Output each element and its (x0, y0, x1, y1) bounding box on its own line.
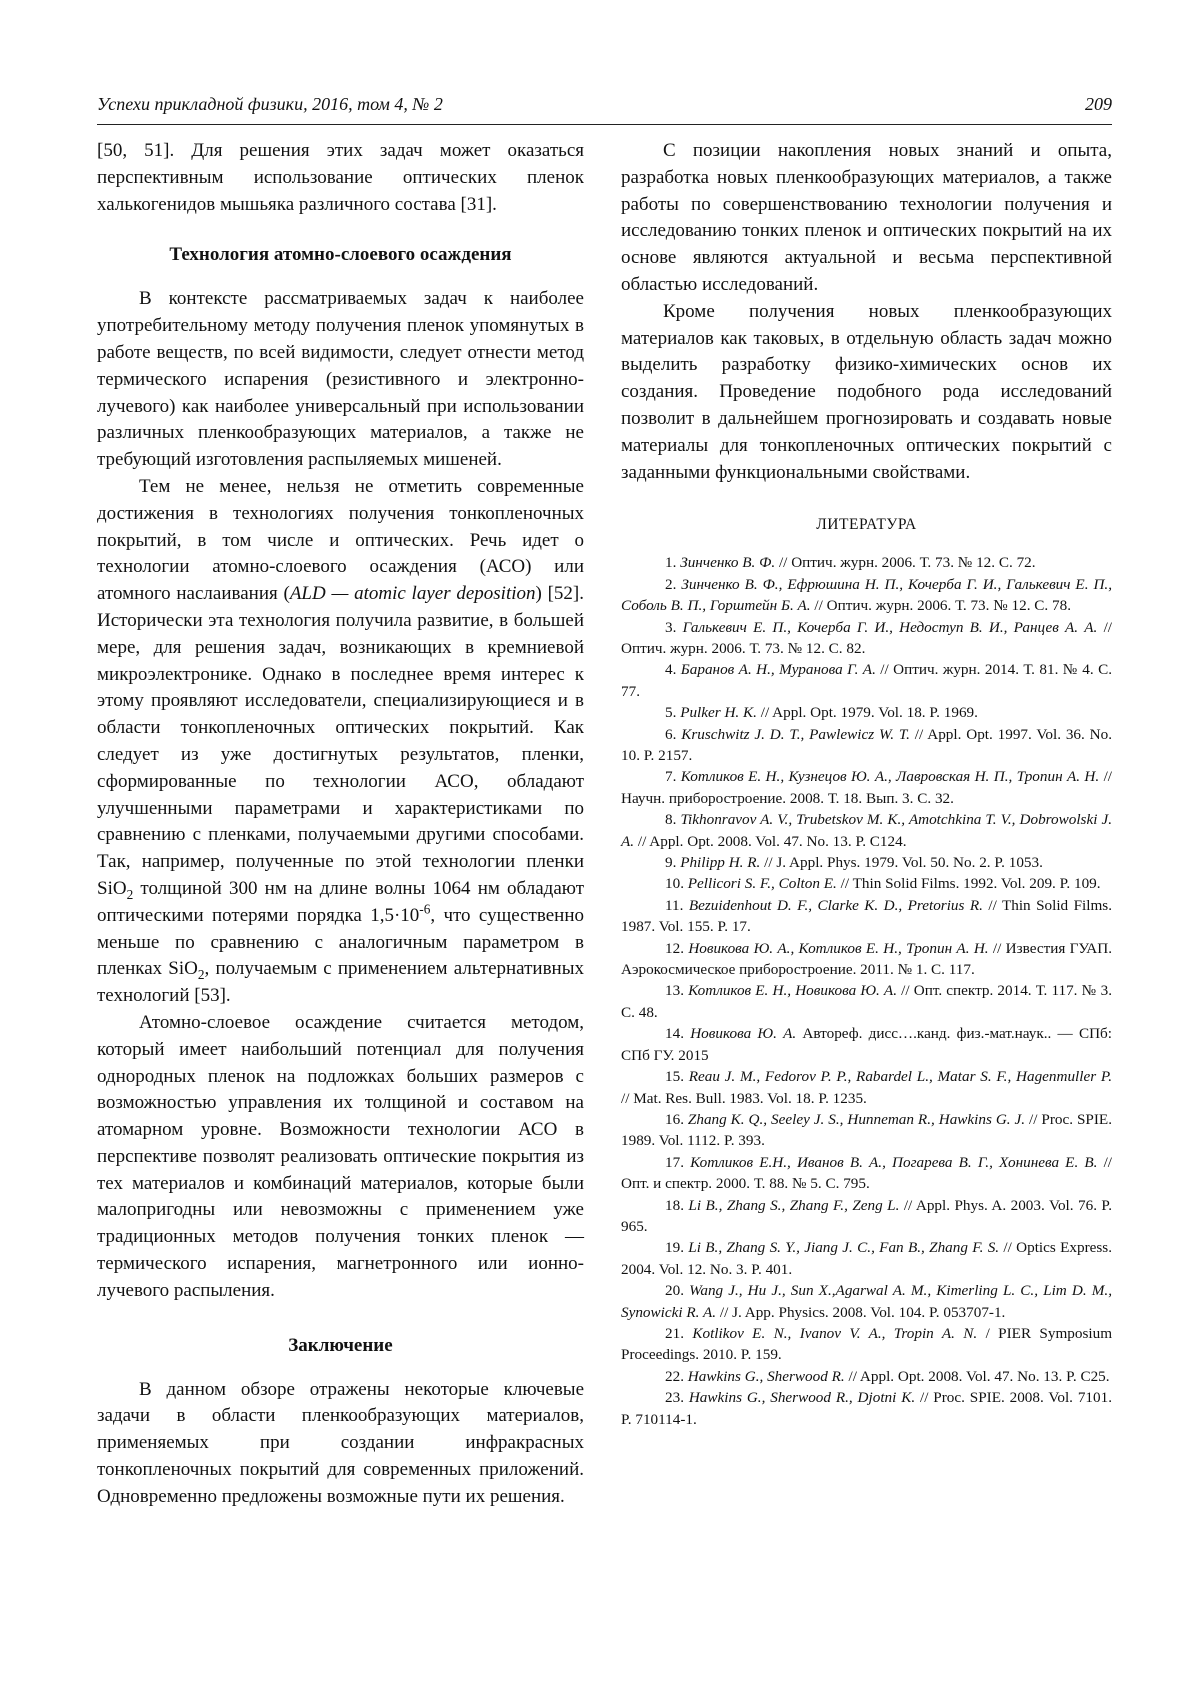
reference-number: 9. (665, 854, 677, 872)
reference-number: 13. (665, 982, 684, 1000)
reference-authors: Tikhonravov A. V., Trubetskov M. K., Amotchkina T. V., Dobrowolski J. A. (621, 811, 1112, 850)
reference-item (621, 1066, 1112, 1109)
reference-item (621, 724, 1112, 767)
reference-number: 3. (665, 618, 677, 636)
reference-authors: Зинченко В. Ф. (680, 554, 776, 572)
reference-authors: Hawkins G., Sherwood R. (687, 1367, 845, 1385)
ald-p2-text-a: Тем не менее, нельзя не отметить современные достижения в технологиях получения тонкопленочных покрытий, в том числе и оптических. Речь идет о технологии атомно-слоевого осаждения (АСО) или атомного наслаивания ( (97, 475, 584, 605)
reference-number: 10. (665, 875, 684, 893)
reference-source: // Appl. Phys. A. 2003. Vol. 76. P. 965. (621, 1196, 1112, 1235)
reference-number: 20. (665, 1282, 684, 1300)
reference-list (621, 552, 1112, 1430)
reference-number: 1. (665, 554, 677, 572)
reference-authors: Котликов Е. Н., Новикова Ю. А. (688, 982, 898, 1000)
reference-item (621, 1366, 1112, 1387)
right-paragraph-2: Кроме получения новых пленкообразующих материалов как таковых, в отдельную область задач можно выделить разработку физико-химических основ их создания. Проведение подобного рода исследований позволит в дальнейшем прогнозировать и создавать новые материалы для тонкопленочных оптических покрытий с заданными функциональными свойствами. (621, 300, 1112, 483)
ald-term: ALD — atomic layer deposition (289, 583, 536, 605)
reference-number: 23. (665, 1389, 684, 1407)
reference-authors: Bezuidenhout D. F., Clarke K. D., Pretorius R. (688, 896, 983, 914)
reference-item (621, 702, 1112, 723)
reference-item (621, 617, 1112, 660)
reference-source: // Mat. Res. Bull. 1983. Vol. 18. P. 1235. (621, 1089, 867, 1107)
reference-source: // Оптич. журн. 2006. Т. 73. № 12. С. 72. (775, 554, 1036, 572)
reference-source: / PIER Symposium Proceedings. 2010. P. 159. (621, 1324, 1113, 1364)
ald-paragraph-3: Атомно-слоевое осаждение считается методом, который имеет наибольший потенциал для получения однородных пленок на подложках больших размеров с возможностью управления их толщиной и составом на атомарном уровне. Возможности технологии АСО в перспективе позволят реализовать оптические покрытия из тех материалов и комбинаций материалов, которые были малопригодны или невозможны с применением уже традиционных методов получения тонких пленок — термического испарения, магнетронного или ионно-лучевого распыления. (97, 1011, 584, 1301)
ald-paragraph-2 (97, 474, 584, 1010)
reference-number: 6. (665, 725, 677, 743)
ald-paragraph-1: В контексте рассматриваемых задач к наиболее употребительному методу получения пленок упомянутых в работе веществ, по всей видимости, следует отнести метод термического испарения (резистивного и электронно-лучевого) как наиболее универсальный при использовании различных пленкообразующих материалов, а также не требующий изготовления распыляемых мишеней. (97, 288, 584, 471)
reference-authors: Котликов Е.Н., Иванов В. А., Погарева В. Г., Хонинева Е. В. (690, 1153, 1098, 1171)
section-title-ald: Технология атомно-слоевого осаждения (169, 244, 512, 266)
reference-number: 16. (665, 1110, 684, 1128)
reference-item (621, 1387, 1112, 1430)
reference-number: 15. (665, 1068, 684, 1086)
reference-authors: Баранов А. Н., Муранова Г. А. (680, 661, 876, 679)
reference-number: 17. (665, 1153, 684, 1171)
reference-authors: Wang J., Hu J., Sun X.,Agarwal A. M., Kimerling L. C., Lim D. M., Synowicki R. A. (621, 1282, 1112, 1321)
reference-source: // Научн. приборостроение. 2008. Т. 18. Вып. 3. С. 32. (621, 768, 1113, 807)
reference-number: 12. (665, 939, 684, 957)
reference-authors: Reau J. M., Fedorov P. P., Rabardel L., Matar S. F., Hagenmuller P. (688, 1068, 1113, 1086)
reference-number: 22. (665, 1367, 684, 1385)
reference-number: 4. (665, 661, 677, 679)
reference-authors: Li B., Zhang S., Zhang F., Zeng L. (688, 1196, 900, 1214)
reference-source: // Thin Solid Films. 1987. Vol. 155. P. 17. (621, 896, 1112, 936)
reference-source: // J. App. Physics. 2008. Vol. 104. P. 053707-1. (716, 1303, 1006, 1321)
reference-authors: Li B., Zhang S. Y., Jiang J. C., Fan B., Zhang F. S. (688, 1239, 1000, 1257)
reference-source: // Опт. и спектр. 2000. Т. 88. № 5. С. 795. (621, 1153, 1113, 1193)
reference-item (621, 1109, 1112, 1152)
reference-source: // Proc. SPIE. 1989. Vol. 1112. P. 393. (621, 1110, 1112, 1150)
reference-authors: Philipp H. R. (680, 854, 761, 872)
reference-authors: Котликов Е. Н., Кузнецов Ю. А., Лавровская Н. П., Тропин А. Н. (680, 768, 1100, 786)
reference-source: // Appl. Opt. 2008. Vol. 47. No. 13. P. C25. (844, 1367, 1110, 1385)
reference-number: 19. (665, 1239, 684, 1257)
right-paragraph-1: С позиции накопления новых знаний и опыта, разработка новых пленкообразующих материалов, а также работы по совершенствованию технологии получения и исследованию тонких пленок и оптических покрытий на их основе являются актуальной и весьма перспективной областью исследований. (621, 140, 1112, 295)
running-header (97, 94, 1112, 125)
reference-source: // Proc. SPIE. 2008. Vol. 7101. P. 710114-1. (621, 1389, 1112, 1428)
reference-source: // J. Appl. Phys. 1979. Vol. 50. No. 2. P. 1053. (760, 854, 1043, 872)
reference-authors: Галькевич Е. П., Кочерба Г. И., Недоступ В. И., Ранцев А. А. (682, 618, 1098, 636)
reference-item (621, 552, 1112, 573)
reference-source: // Известия ГУАП. Аэрокосмическое приборостроение. 2011. № 1. С. 117. (621, 939, 1113, 979)
reference-source: Автореф. дисс….канд. физ.-мат.наук.. — СПб: СПб ГУ. 2015 (621, 1025, 1113, 1064)
reference-source: // Optics Express. 2004. Vol. 12. No. 3. P. 401. (621, 1239, 1112, 1278)
reference-item (621, 659, 1112, 702)
reference-item (621, 852, 1112, 873)
reference-item (621, 809, 1112, 852)
reference-authors: Hawkins G., Sherwood R., Djotni K. (688, 1389, 916, 1407)
conclusion-paragraph: В данном обзоре отражены некоторые ключевые задачи в области пленкообразующих материалов, применяемых при создании инфракрасных тонкопленочных покрытий для современных приложений. Одновременно предложены возможные пути их решения. (97, 1378, 584, 1507)
reference-source: // Thin Solid Films. 1992. Vol. 209. P. 109. (836, 875, 1101, 893)
reference-item (621, 895, 1112, 938)
reference-authors: Новикова Ю. А. (690, 1025, 797, 1043)
reference-authors: Зинченко В. Ф., Ефрюшина Н. П., Кочерба Г. И., Галькевич Е. П., Соболь В. П., Горштейн Б. А. (621, 575, 1113, 615)
exponent: -6 (419, 901, 431, 917)
reference-number: 18. (665, 1196, 684, 1214)
reference-source: // Appl. Opt. 2008. Vol. 47. No. 13. P. C124. (634, 832, 907, 850)
reference-number: 14. (665, 1025, 684, 1043)
sio2-subscript: 2 (126, 886, 134, 902)
reference-authors: Новикова Ю. А., Котликов Е. Н., Тропин А. Н. (688, 939, 989, 957)
right-column (621, 138, 1112, 1430)
ald-p2-text-d: , что существенно меньше по сравнению с аналогичным параметром в пленках SiO (97, 904, 584, 980)
reference-item (621, 1195, 1112, 1238)
reference-item (621, 980, 1112, 1023)
reference-number: 8. (665, 811, 677, 829)
reference-source: // Опт. спектр. 2014. Т. 117. № 3. С. 48. (621, 982, 1112, 1021)
reference-source: // Appl. Opt. 1979. Vol. 18. P. 1969. (756, 704, 978, 722)
sio2-subscript-2: 2 (197, 967, 205, 983)
reference-authors: Kruschwitz J. D. T., Pawlewicz W. T. (681, 725, 910, 743)
reference-number: 7. (665, 768, 677, 786)
page-number: 209 (1085, 94, 1112, 114)
intro-paragraph: [50, 51]. Для решения этих задач может оказаться перспективным использование оптических пленок халькогенидов мышьяка различного состава [31]. (97, 140, 584, 215)
reference-item (621, 766, 1112, 809)
reference-item (621, 1152, 1112, 1195)
reference-item (621, 938, 1112, 981)
reference-source: // Appl. Opt. 1997. Vol. 36. No. 10. P. 2157. (621, 725, 1112, 765)
reference-item (621, 1237, 1112, 1280)
reference-number: 2. (665, 575, 677, 593)
references-title: ЛИТЕРАТУРА (816, 516, 917, 534)
reference-item (621, 1023, 1112, 1066)
ald-p2-text-e: , получаемым с применением альтернативных технологий [53]. (97, 958, 584, 1007)
reference-source: // Оптич. журн. 2014. Т. 81. № 4. С. 77. (621, 661, 1113, 700)
reference-authors: Pulker H. K. (680, 704, 757, 722)
reference-item (621, 1323, 1112, 1366)
reference-item (621, 574, 1112, 617)
ald-p2-text-b: ) [52]. Исторически эта технология получила развитие, в большей мере, для решения задач, возникающих в кремниевой микроэлектронике. Однако в последнее время интерес к этому проявляют исследователи, специализирующиеся и в области тонкопленочных оптических покрытий. Как следует из уже достигнутых результатов, пленки, сформированные по технологии АСО, обладают улучшенными параметрами и характеристиками по сравнению с пленками, получаемыми другими способами. Так, например, полученные по этой технологии пленки SiO (97, 583, 584, 899)
reference-number: 21. (665, 1324, 684, 1342)
reference-authors: Zhang K. Q., Seeley J. S., Hunneman R., Hawkins G. J. (687, 1110, 1026, 1128)
reference-source: // Оптич. журн. 2006. Т. 73. № 12. С. 78. (810, 597, 1072, 615)
reference-authors: Kotlikov E. N., Ivanov V. A., Tropin A. N. (692, 1324, 978, 1342)
ald-p2-text-c: толщиной 300 нм на длине волны 1064 нм обладают оптическими потерями порядка 1,5·10 (97, 877, 584, 926)
reference-source: // Оптич. журн. 2006. Т. 73. № 12. С. 82. (621, 618, 1113, 657)
left-column (97, 138, 584, 1511)
reference-item (621, 1280, 1112, 1323)
section-title-conclusion: Заключение (288, 1334, 393, 1356)
journal-title: Успехи прикладной физики, 2016, том 4, № 2 (97, 94, 443, 114)
reference-authors: Pellicori S. F., Colton E. (687, 875, 837, 893)
reference-item (621, 873, 1112, 894)
reference-number: 11. (665, 896, 684, 914)
reference-number: 5. (665, 704, 677, 722)
